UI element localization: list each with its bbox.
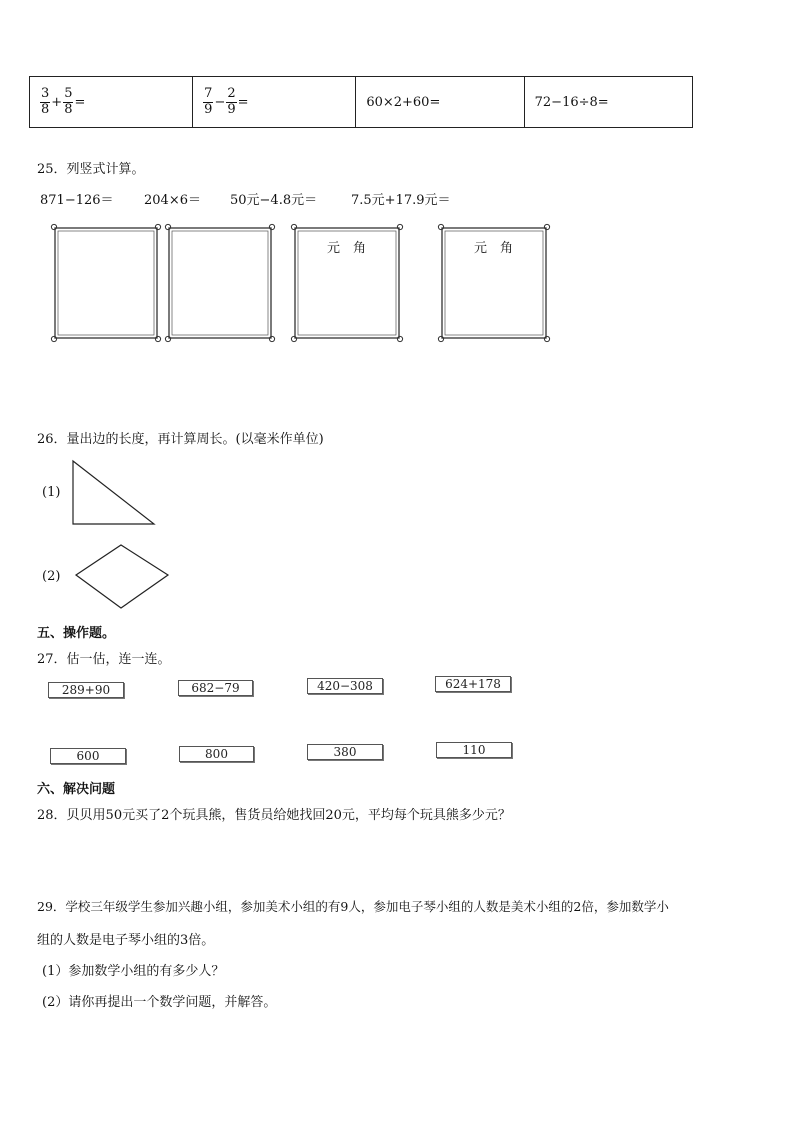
question-25-title: 25．列竖式计算。 xyxy=(37,162,145,177)
shape-label-1: (1) xyxy=(42,485,61,500)
fraction: $\frac{2}{9}$ xyxy=(227,86,236,117)
expression: 204×6＝ xyxy=(144,193,201,208)
expression: 50元−4.8元＝ xyxy=(230,193,318,208)
estimate-answer-box[interactable]: 380 xyxy=(307,744,383,760)
question-28: 28．贝贝用50元买了2个玩具熊，售货员给她找回20元，平均每个玩具熊多少元？ xyxy=(37,808,511,823)
table-cell: $\frac{3}{8}$ + $\frac{5}{8}$ = xyxy=(30,77,193,128)
frame-border xyxy=(290,223,404,343)
frame-border xyxy=(50,223,162,343)
question-27-title: 27．估一估，连一连。 xyxy=(37,652,171,667)
work-frame[interactable] xyxy=(290,223,404,343)
work-frame[interactable] xyxy=(164,223,276,343)
frame-border xyxy=(164,223,276,343)
question-29-sub1: (1）参加数学小组的有多少人？ xyxy=(42,964,225,979)
estimate-answer-box[interactable]: 600 xyxy=(50,748,126,764)
expression: 7.5元+17.9元＝ xyxy=(351,193,451,208)
calculation-table xyxy=(29,76,693,128)
estimate-expression-box[interactable]: 682−79 xyxy=(178,680,253,696)
section-5-heading: 五、操作题。 xyxy=(37,626,116,641)
estimate-expression-box[interactable]: 624+178 xyxy=(435,676,511,692)
unit-jiao-label: 角 xyxy=(353,241,367,256)
estimate-answer-box[interactable]: 110 xyxy=(436,742,512,758)
work-frame[interactable] xyxy=(437,223,551,343)
rhombus-shape xyxy=(72,542,172,612)
shape-label-2: (2) xyxy=(42,569,61,584)
expression: 871−126＝ xyxy=(40,193,114,208)
frame-border xyxy=(437,223,551,343)
table-cell: 72−16÷8= xyxy=(524,77,692,128)
fraction: $\frac{5}{8}$ xyxy=(64,86,73,117)
table-cell: 60×2+60= xyxy=(356,77,524,128)
unit-jiao-label: 角 xyxy=(500,241,514,256)
question-26-title: 26．量出边的长度，再计算周长。(以毫米作单位) xyxy=(37,432,324,447)
fraction: $\frac{3}{8}$ xyxy=(41,86,50,117)
triangle-shape xyxy=(68,458,160,528)
estimate-answer-box[interactable]: 800 xyxy=(179,746,254,762)
question-29-sub2: (2）请你再提出一个数学问题，并解答。 xyxy=(42,995,277,1010)
question-29-line2: 组的人数是电子琴小组的3倍。 xyxy=(37,933,215,948)
work-frame[interactable] xyxy=(50,223,162,343)
section-6-heading: 六、解决问题 xyxy=(37,782,116,797)
estimate-expression-box[interactable]: 289+90 xyxy=(48,682,124,698)
unit-yuan-label: 元 xyxy=(474,241,488,256)
table-cell: $\frac{7}{9}$ − $\frac{2}{9}$ = xyxy=(193,77,356,128)
estimate-expression-box[interactable]: 420−308 xyxy=(307,678,383,694)
fraction: $\frac{7}{9}$ xyxy=(204,86,213,117)
question-29-line1: 29．学校三年级学生参加兴趣小组，参加美术小组的有9人，参加电子琴小组的人数是美术小组的2倍，参加数学小 xyxy=(37,899,669,914)
unit-yuan-label: 元 xyxy=(327,241,341,256)
